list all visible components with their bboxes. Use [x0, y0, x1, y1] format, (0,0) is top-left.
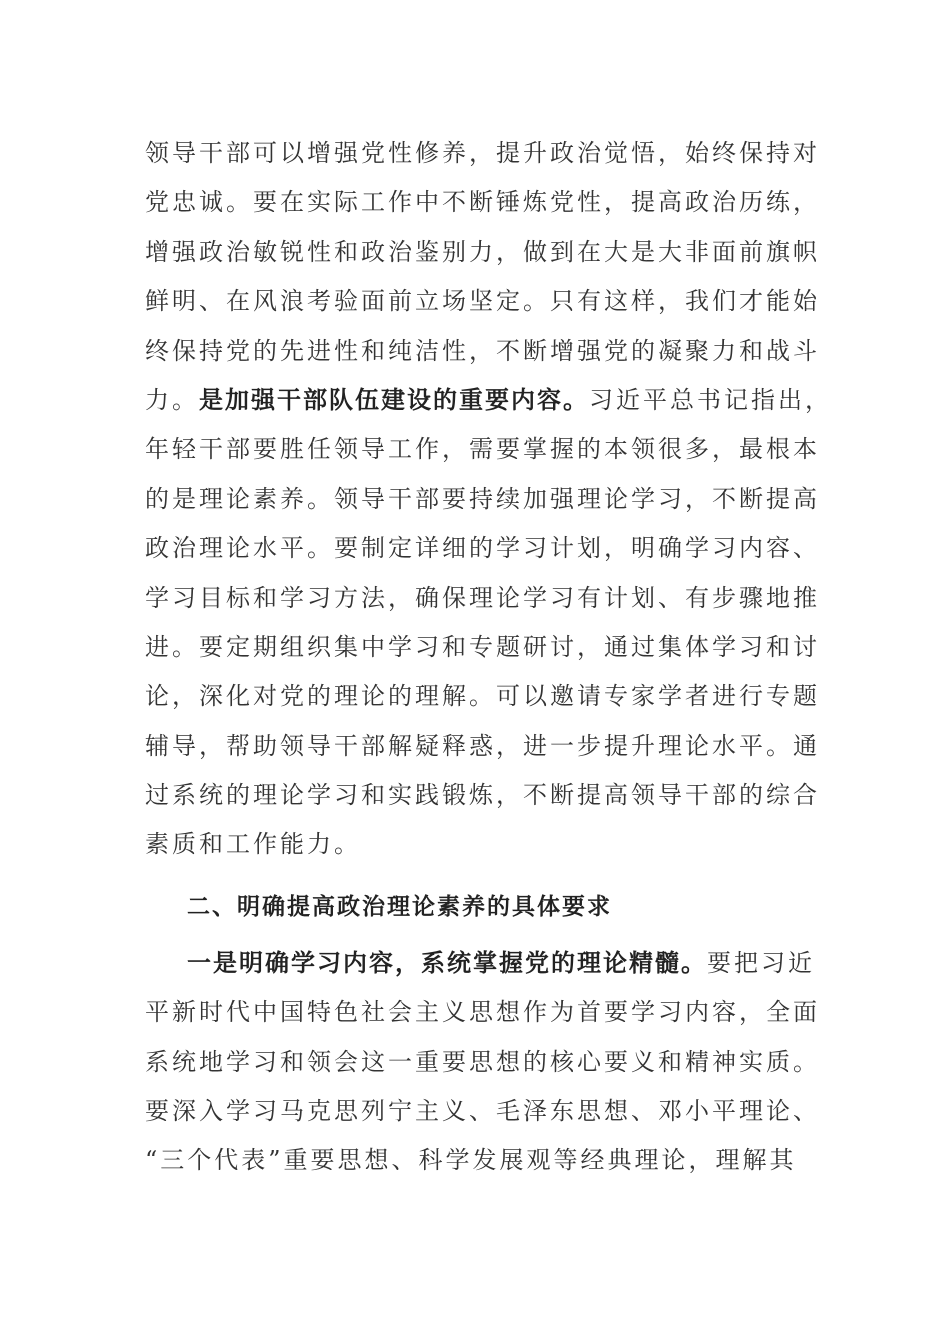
text-line: 年轻干部要胜任领导工作，需要掌握的本领很多，最根本: [145, 435, 820, 464]
text-line: 政治理论水平。要制定详细的学习计划，明确学习内容、: [145, 534, 820, 563]
text-line: 系统地学习和领会这一重要思想的核心要义和精神实质。: [145, 1047, 820, 1076]
text-line: 终保持党的先进性和纯洁性，不断增强党的凝聚力和战斗: [145, 336, 820, 365]
text-run: 力。: [145, 385, 199, 414]
text-run: 要把习近: [707, 948, 815, 977]
text-line: 辅导，帮助领导干部解疑释惑，进一步提升理论水平。通: [145, 731, 820, 760]
text-line: 论，深化对党的理论的理解。可以邀请专家学者进行专题: [145, 682, 820, 711]
document-body: [145, 129, 832, 1186]
text-line: “三个代表”重要思想、科学发展观等经典理论，理解其: [145, 1146, 797, 1175]
section-heading: 二、明确提高政治理论素养的具体要求: [187, 893, 612, 920]
bold-lead-sentence: 是加强干部队伍建设的重要内容。: [199, 385, 589, 414]
text-line: 要深入学习马克思列宁主义、毛泽东思想、邓小平理论、: [145, 1097, 820, 1126]
text-line: 的是理论素养。领导干部要持续加强理论学习，不断提高: [145, 484, 820, 513]
text-line: 平新时代中国特色社会主义思想作为首要学习内容，全面: [145, 998, 820, 1027]
text-line: 素质和工作能力。: [145, 830, 361, 859]
text-line: 党忠诚。要在实际工作中不断锤炼党性，提高政治历练，: [145, 188, 820, 217]
bold-lead-sentence: 一是明确学习内容，系统掌握党的理论精髓。: [187, 948, 707, 977]
text-line: [145, 939, 825, 988]
text-line: 进。要定期组织集中学习和专题研讨，通过集体学习和讨: [145, 632, 820, 661]
text-line: [145, 376, 832, 425]
text-line: 鲜明、在风浪考验面前立场坚定。只有这样，我们才能始: [145, 287, 820, 316]
text-line: 领导干部可以增强党性修养，提升政治觉悟，始终保持对: [145, 139, 820, 167]
text-line: 增强政治敏锐性和政治鉴别力，做到在大是大非面前旗帜: [145, 237, 820, 266]
text-line: 过系统的理论学习和实践锻炼，不断提高领导干部的综合: [145, 781, 820, 810]
text-run: 习近平总书记指出，: [589, 385, 832, 414]
text-line: 学习目标和学习方法，确保理论学习有计划、有步骤地推: [145, 583, 820, 612]
